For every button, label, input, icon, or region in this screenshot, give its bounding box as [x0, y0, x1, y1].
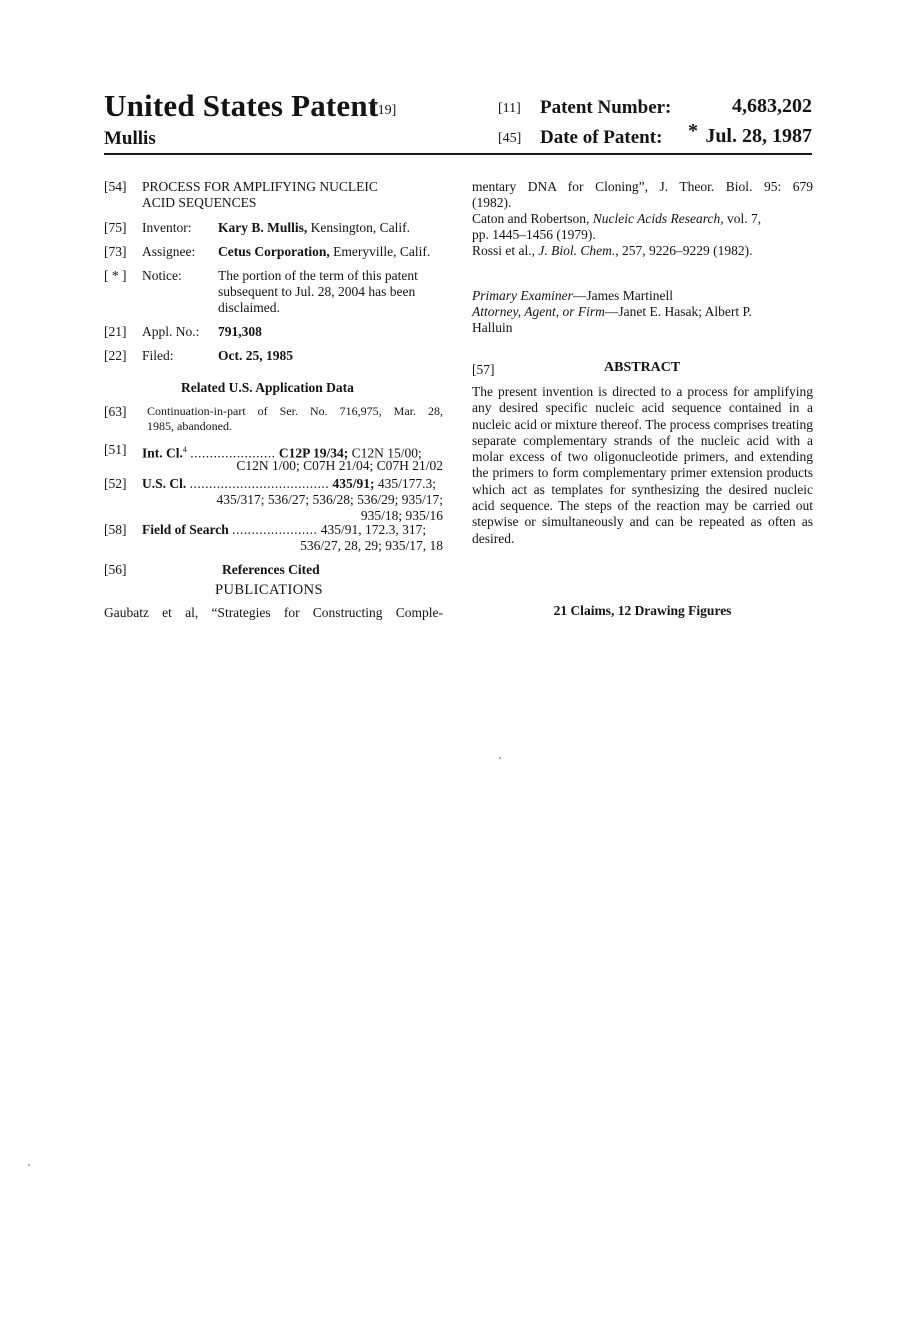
scan-speck	[499, 757, 501, 759]
assignee-field-code: [73]	[104, 244, 127, 259]
attorney-line1	[472, 304, 752, 320]
inventor-name: Kary B. Mullis,	[218, 220, 308, 235]
search-line2: 536/27, 28, 29; 935/17, 18	[300, 538, 443, 553]
invention-title-line1: PROCESS FOR AMPLIFYING NUCLEIC	[142, 179, 378, 194]
search-line1	[142, 522, 443, 538]
filed-field-label: Filed:	[142, 348, 174, 363]
notice-line2: subsequent to Jul. 28, 2004 has been	[218, 284, 416, 299]
title-field-code: [54]	[104, 179, 127, 194]
patent-office-title: United States Patent	[104, 88, 379, 123]
filed-field-code: [22]	[104, 348, 127, 363]
reference-3-authors: Rossi et al.,	[472, 243, 535, 258]
reference-2-line1	[472, 211, 813, 227]
patent-number-label: Patent Number:	[540, 97, 672, 118]
uscl-field-code: [52]	[104, 476, 127, 491]
uscl-line3: 935/18; 935/16	[360, 508, 443, 523]
uscl-line2: 435/317; 536/27; 536/28; 536/29; 935/17;	[216, 492, 443, 507]
header-rule	[104, 153, 812, 155]
related-line1: Continuation-in-part of Ser. No. 716,975, Mar. 28,	[147, 404, 443, 418]
intcl-leader-dots: ......................	[190, 445, 276, 461]
intcl-edition: 4	[182, 445, 187, 454]
inventor-field-code: [75]	[104, 220, 127, 235]
appl-number: 791,308	[218, 324, 262, 339]
intcl-label: Int. Cl.	[142, 445, 183, 461]
title-code: [19]	[373, 103, 397, 118]
patent-number: 4,683,202	[732, 95, 812, 117]
related-field-code: [63]	[104, 404, 127, 419]
search-label: Field of Search	[142, 522, 229, 537]
related-line2: 1985, abandoned.	[147, 419, 232, 433]
reference-1-line3: (1982).	[472, 195, 512, 210]
examiner-label: Primary Examiner	[472, 288, 573, 303]
primary-examiner	[472, 288, 673, 304]
search-leader-dots: ......................	[232, 522, 318, 537]
intcl-field-code: [51]	[104, 442, 127, 457]
inventor-field-label: Inventor:	[142, 220, 192, 235]
refs-field-code: [56]	[104, 562, 127, 577]
related-data-heading: Related U.S. Application Data	[181, 380, 354, 395]
uscl-label: U.S. Cl.	[142, 476, 187, 491]
intcl-secondary: C12N 15/00;	[351, 445, 422, 461]
uscl-primary: 435/91;	[332, 476, 375, 491]
abstract-heading: ABSTRACT	[604, 360, 681, 375]
appl-field-label: Appl. No.:	[142, 324, 200, 339]
appl-field-code: [21]	[104, 324, 127, 339]
intcl-primary: C12P 19/34;	[278, 445, 349, 461]
reference-2-authors: Caton and Robertson,	[472, 211, 590, 226]
reference-3	[472, 243, 753, 259]
reference-2-journal: Nucleic Acids Research,	[592, 211, 724, 226]
date-code: [45]	[498, 131, 522, 146]
assignee-field-value	[218, 244, 430, 260]
date-asterisk: *	[688, 120, 698, 142]
search-classes: 435/91, 172.3, 317;	[320, 522, 427, 537]
uscl-line1	[142, 476, 443, 492]
assignee-location: Emeryville, Calif.	[333, 244, 431, 259]
reference-1-line2: mentary DNA for Cloning”, J. Theor. Biol. 95: 679	[472, 179, 813, 194]
search-field-code: [58]	[104, 522, 127, 537]
abstract-text: The present invention is directed to a process for amplifying any desired specific nucleic acid sequence contained in a nucleic acid or mixture thereof. The process comprises treating separate complementary strands of the nucleic acid with a molar excess of two oligonucleotide primers, and extending the primers to form complementary primer extension products which act as templates for synthesizing the desired nucleic acid sequence. The steps of the reaction may be carried out stepwise or simultaneously and can be repeated as often as desired.	[472, 384, 813, 546]
reference-1-line1: Gaubatz et al, “Strategies for Constructing Comple-	[104, 605, 443, 620]
uscl-secondary: 435/177.3;	[377, 476, 437, 491]
inventor-field-value	[218, 220, 410, 236]
related-data-text	[147, 404, 443, 434]
assignee-field-label: Assignee:	[142, 244, 196, 259]
attorney-name: —Janet E. Hasak; Albert P.	[604, 304, 752, 319]
examiner-name: —James Martinell	[572, 288, 673, 303]
intcl-line2: C12N 1/00; C07H 21/04; C07H 21/02	[236, 458, 443, 473]
attorney-label: Attorney, Agent, or Firm	[472, 304, 605, 319]
patent-number-code: [11]	[498, 101, 521, 116]
attorney-line2: Halluin	[472, 320, 513, 335]
inventor-location: Kensington, Calif.	[310, 220, 411, 235]
notice-field-code: [ * ]	[104, 268, 127, 283]
references-cited-heading: References Cited	[222, 562, 320, 577]
reference-2-volume: vol. 7,	[726, 211, 762, 226]
assignee-name: Cetus Corporation,	[218, 244, 330, 259]
reference-3-rest: 257, 9226–9229 (1982).	[622, 243, 753, 258]
abstract-code: [57]	[472, 362, 495, 377]
publications-heading: PUBLICATIONS	[215, 582, 323, 598]
patent-date: Jul. 28, 1987	[705, 125, 812, 147]
uscl-leader-dots: ....................................	[189, 476, 330, 491]
notice-line3: disclaimed.	[218, 300, 280, 315]
reference-2-line2: pp. 1445–1456 (1979).	[472, 227, 596, 242]
reference-3-journal: J. Biol. Chem.,	[538, 243, 619, 258]
filed-date: Oct. 25, 1985	[218, 348, 293, 363]
notice-field-label: Notice:	[142, 268, 182, 283]
claims-summary: 21 Claims, 12 Drawing Figures	[553, 603, 732, 618]
scan-speck	[28, 1164, 30, 1166]
date-label: Date of Patent:	[540, 127, 663, 148]
inventor-surname: Mullis	[104, 128, 156, 149]
notice-line1: The portion of the term of this patent	[218, 268, 418, 283]
invention-title-line2: ACID SEQUENCES	[142, 195, 257, 210]
